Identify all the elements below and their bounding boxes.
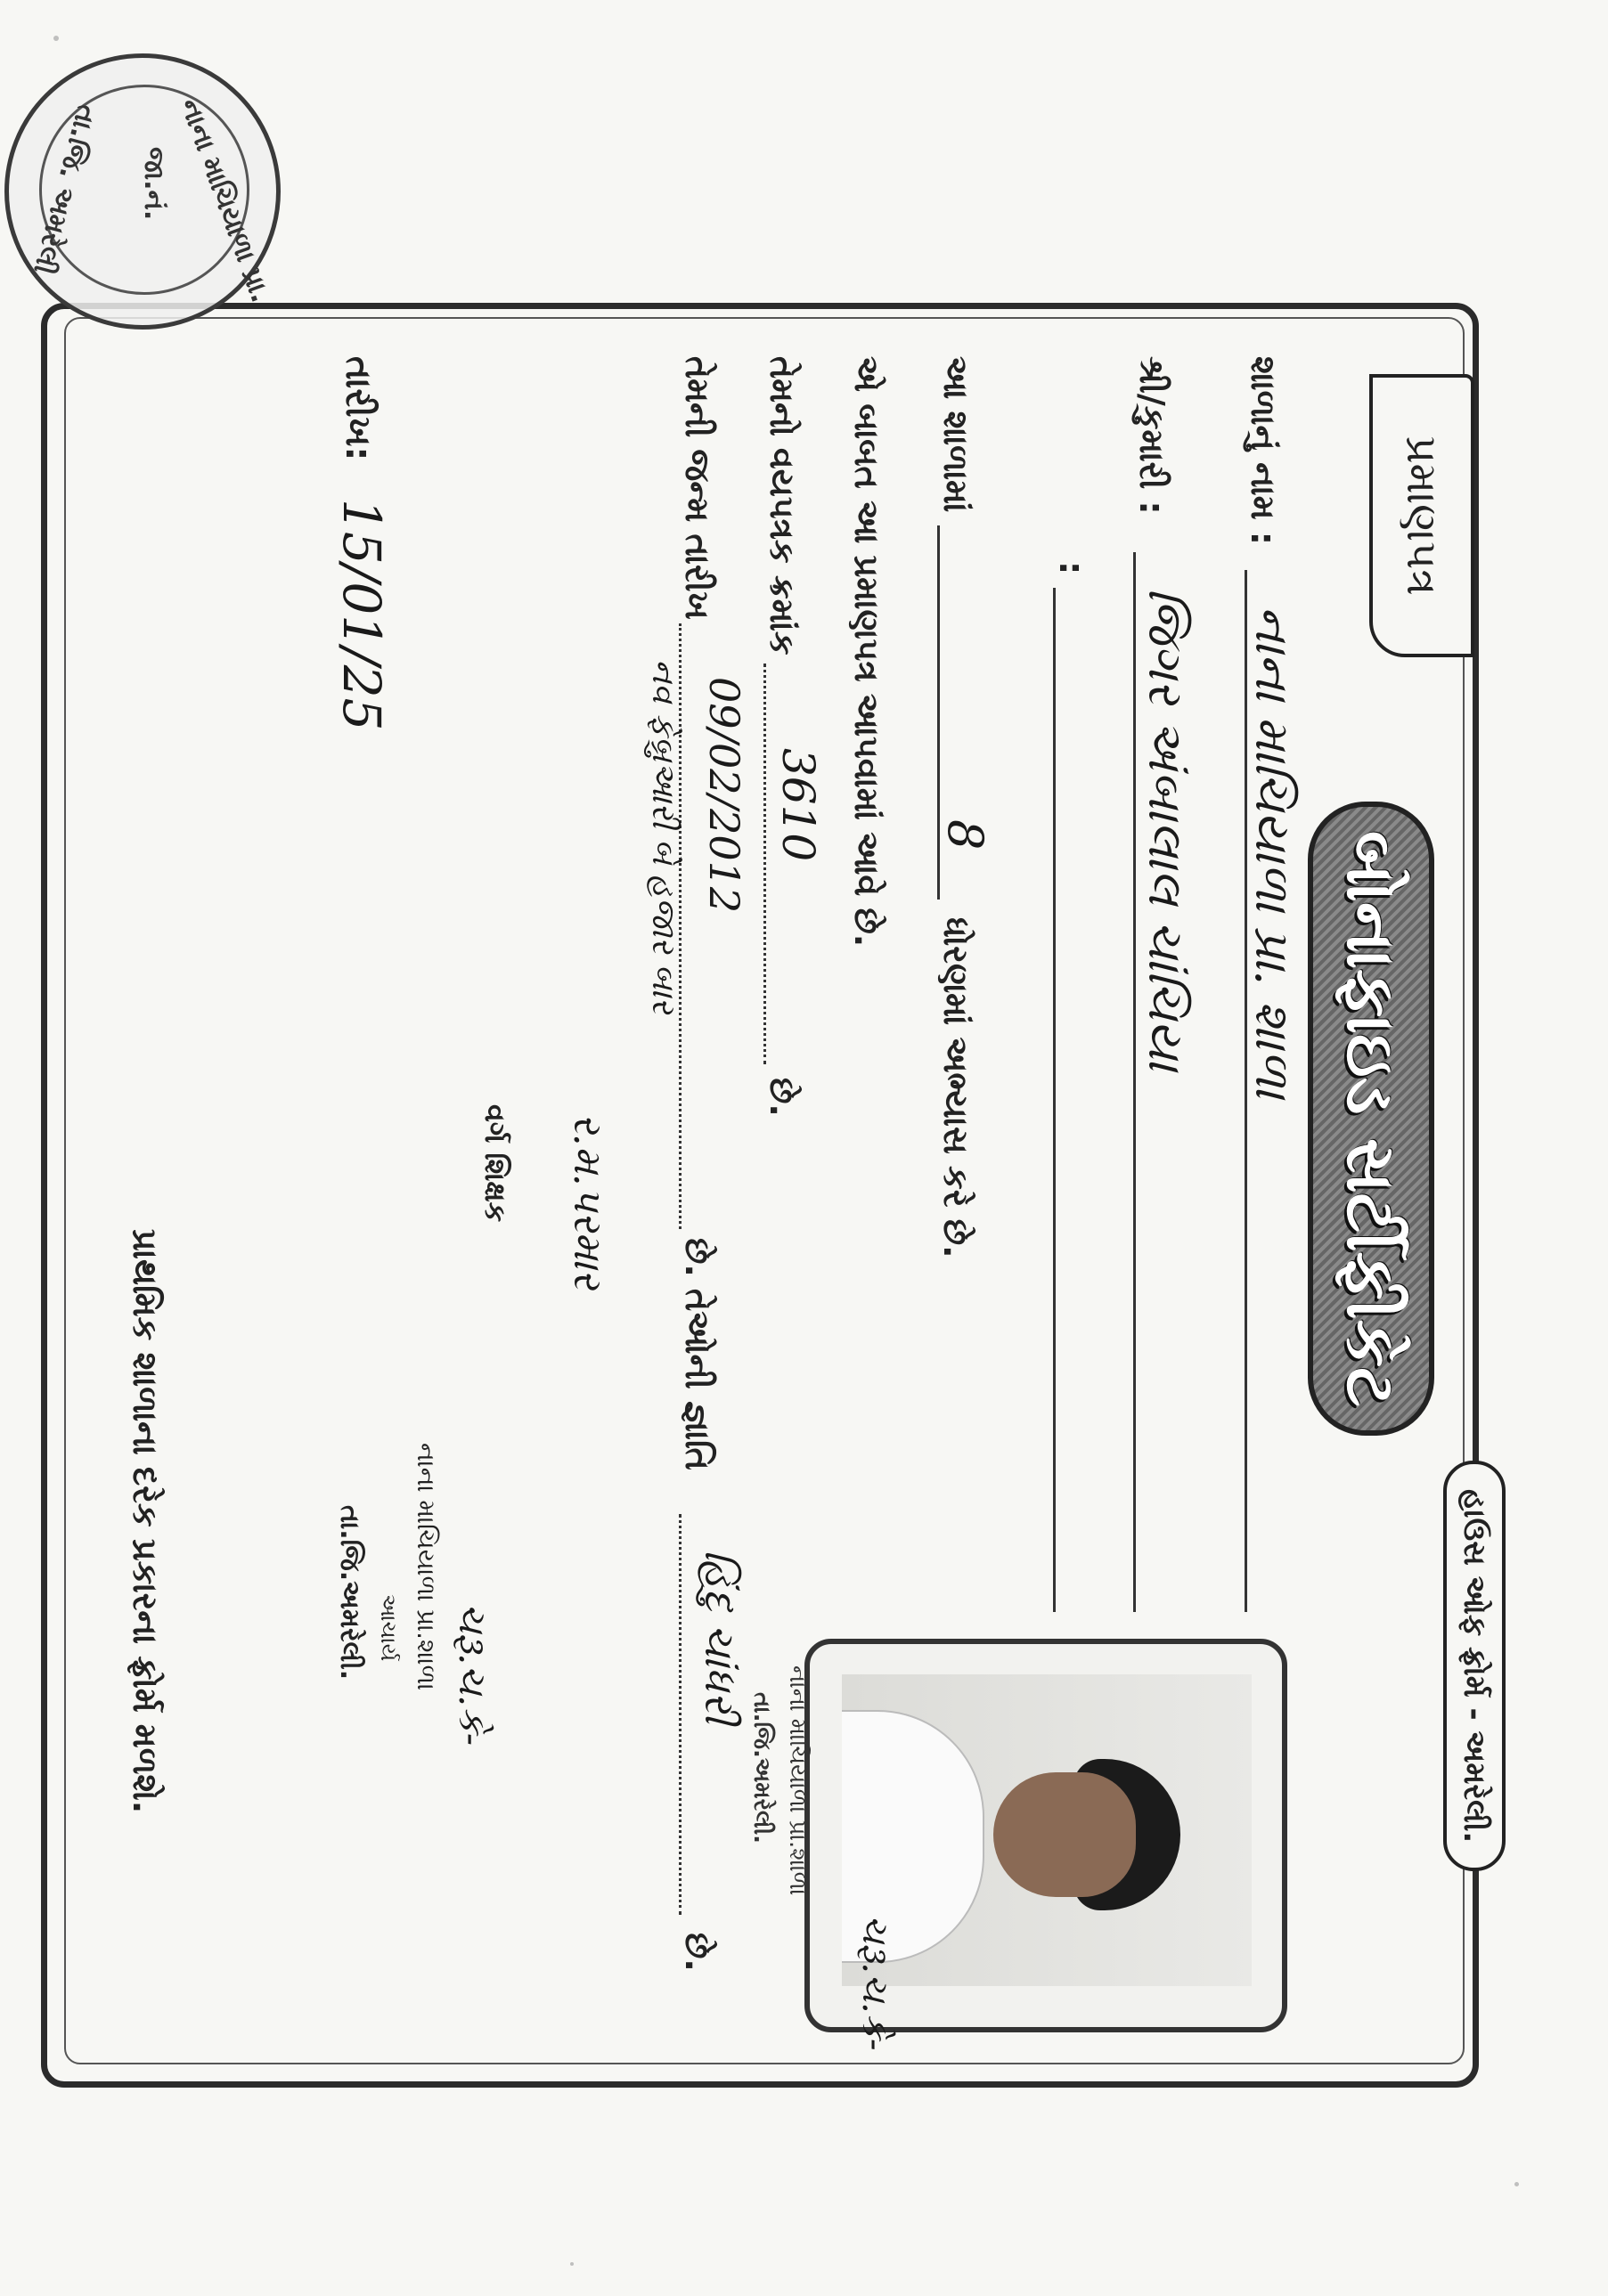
student-label: શ્રી/કુમારી : [1132, 356, 1171, 515]
principal-place: તા.જિ.અમરેલી. [334, 1505, 365, 1681]
purpose-line: એ બાબત આ પ્રમાણપત્ર આપવામાં આવે છે. [847, 356, 886, 948]
school-round-stamp [4, 53, 281, 330]
stamp-text-bottom: તા.જિ. અમરેલી [27, 101, 102, 278]
register-dots [763, 664, 766, 1064]
dob-value: 09/02/2012 [700, 677, 748, 914]
dob-words: નવ ફેબ્રુઆરી બે હજાર બાર [645, 659, 682, 1014]
register-value: 3610 [772, 748, 824, 862]
photo-face [993, 1772, 1136, 1897]
certificate-title: બોનાફાઇડ સર્ટીફીકેટ [1308, 802, 1434, 1436]
register-label: તેમનો વયપત્રક ક્રમાંક [763, 356, 802, 655]
class-teacher-signature: ર.મ.પરમાર [565, 1113, 610, 1290]
student-line [1133, 552, 1136, 1612]
blank-row-colon: : [1052, 561, 1091, 575]
pramanpatra-box: પ્રમાણપત્ર [1369, 374, 1474, 657]
blank-row-line [1053, 588, 1056, 1612]
photo-stamp-line1: નાના માચિયાળા પ્રા.શાળા [784, 1665, 811, 1896]
caste-dots [679, 1514, 682, 1915]
stamp-text-top: નાના માચિયાળા પ્રા. [173, 94, 277, 307]
school-name-value: નાના માચિયાળા પ્રા. શાળા [1245, 606, 1301, 1099]
dob-suffix: છે. તેઓની જ્ઞાતિ [678, 1238, 717, 1470]
caste-value: હિંદુ ચાંધરી [696, 1550, 744, 1725]
class-value: 8 [937, 819, 993, 851]
class-label: આ શાળામાં [936, 356, 975, 513]
class-teacher-title: વર્ગ શિક્ષક [478, 1104, 512, 1223]
principal-school: નાના માચિયાળા પ્રા.શાળા [412, 1443, 441, 1691]
stamp-inner-text: જા.નં. [138, 147, 169, 221]
register-suffix: છે. [763, 1078, 802, 1117]
footer-note: પ્રાથમિક શાળાના દરેક પ્રકારના ફ્રોર્મ મળશે. [126, 1229, 165, 1814]
photo-stamp-signature: ચરૂ.ચ.કે- [854, 1915, 895, 2051]
date-value: 15/01/25 [331, 499, 392, 731]
district-label: હાઉસ ઓફ ફ્રોર્મ - અમરેલી. [1443, 1461, 1506, 1871]
caste-suffix: છે. [678, 1933, 717, 1972]
date-label: તારીખ: [338, 356, 379, 461]
student-photo [842, 1674, 1252, 1986]
principal-title: આચાર્ય [376, 1594, 401, 1662]
photo-stamp-line2: તા.જિ.અમરેલી. [748, 1692, 775, 1844]
class-suffix: ધોરણમાં અભ્યાસ કરે છે. [936, 917, 975, 1258]
school-name-label: શાળાનું નામ : [1244, 356, 1283, 545]
student-value: જિગર અંબાલાલ ચાંચિયા [1138, 588, 1194, 1071]
dob-label: તેમની જન્મ તારીખ [678, 356, 717, 620]
principal-signature: ચરૂ.ચ.કે- [451, 1603, 494, 1746]
